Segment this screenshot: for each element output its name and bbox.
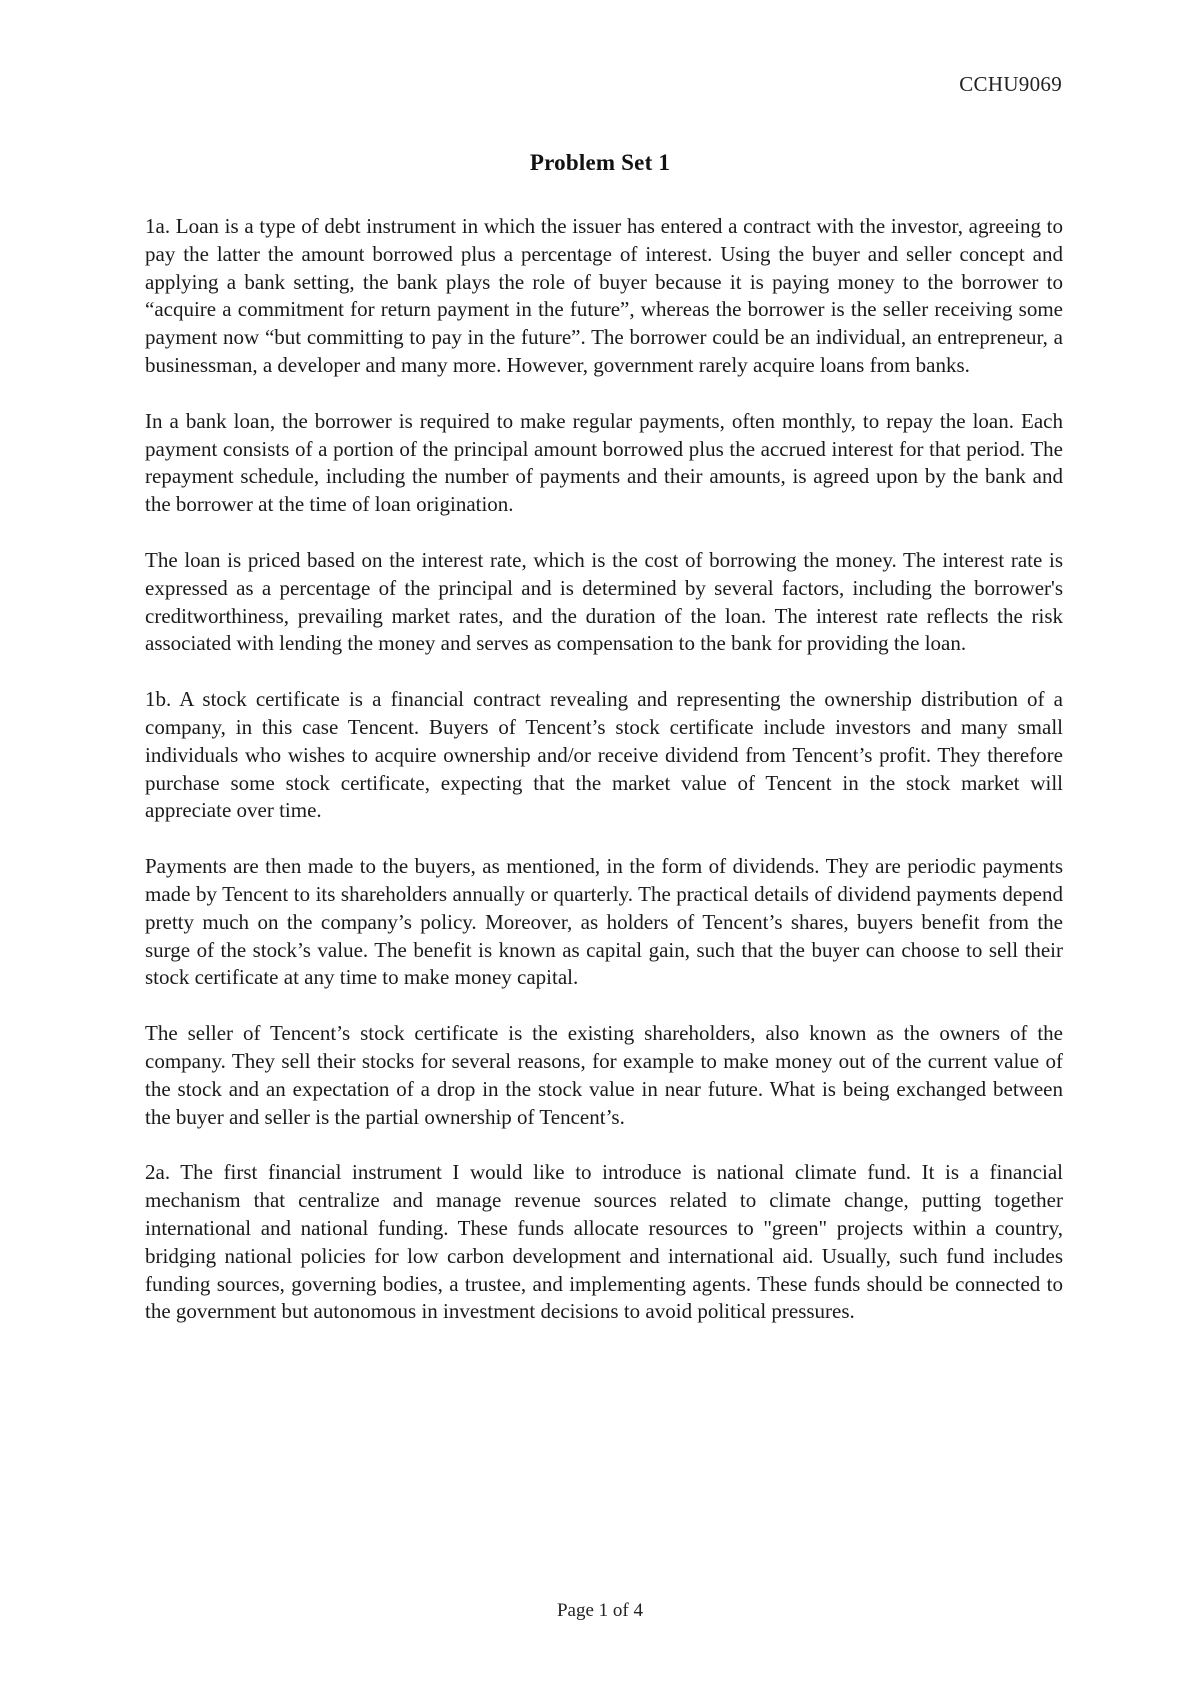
paragraph-bank-loan-payments: In a bank loan, the borrower is required to make regular payments, often monthly, to repay the loan. Each payment consists of a portion of the principal amount borrowed plus the accrued interest for that period. The repayment schedule, including the number of payments and their amounts, is agreed upon by the bank and the borrower at the time of loan origination. [145, 408, 1063, 517]
paragraph-2a-climate-fund: 2a. The first financial instrument I would like to introduce is national climate fund. It is a financial mechanism that centralize and manage revenue sources related to climate change, putting together international and national funding. These funds allocate resources to "green" projects within a country, bridging national policies for low carbon development and international aid. Usually, such fund includes funding sources, governing bodies, a trustee, and implementing agents. These funds should be connected to the government but autonomous in investment decisions to avoid political pressures. [145, 1160, 1063, 1324]
paragraph-1b-stock-certificate: 1b. A stock certificate is a financial contract revealing and representing the ownership distribution of a company, in this case Tencent. Buyers of Tencent’s stock certificate include investors and many small individuals who wishes to acquire ownership and/or receive dividend from Tencent’s profit. They therefore purchase some stock certificate, expecting that the market value of Tencent in the stock market will appreciate over time. [145, 687, 1063, 823]
paragraph-dividend-payments: Payments are then made to the buyers, as mentioned, in the form of dividends. They are periodic payments made by Tencent to its shareholders annually or quarterly. The practical details of dividend payments depend pretty much on the company’s policy. Moreover, as holders of Tencent’s shares, buyers benefit from the surge of the stock’s value. The benefit is known as capital gain, such that the buyer can choose to sell their stock certificate at any time to make money capital. [145, 854, 1063, 990]
paragraph-loan-pricing: The loan is priced based on the interest rate, which is the cost of borrowing the money. The interest rate is expressed as a percentage of the principal and is determined by several factors, including the borrower's creditworthiness, prevailing market rates, and the duration of the loan. The interest rate reflects the risk associated with lending the money and serves as compensation to the bank for providing the loan. [145, 547, 1063, 656]
paragraph-stock-seller: The seller of Tencent’s stock certificate is the existing shareholders, also known as the owners of the company. They sell their stocks for several reasons, for example to make money out of the current value of the stock and an expectation of a drop in the stock value in near future. What is being exchanged between the buyer and seller is the partial ownership of Tencent’s. [145, 1021, 1063, 1129]
page-number: Page 1 of 4 [556, 1600, 643, 1621]
paragraph-1a-loan: 1a. Loan is a type of debt instrument in which the issuer has entered a contract with the investor, agreeing to pay the latter the amount borrowed plus a percentage of interest. Using the buyer and seller concept and applying a bank setting, the bank plays the role of buyer because it is paying money to the borrower to “acquire a commitment for return payment in the future”, whereas the borrower is the seller receiving some payment now “but committing to pay in the future”. The borrower could be an individual, an entrepreneur, a businessman, a developer and many more. However, government rarely acquire loans from banks. [145, 214, 1063, 377]
course-code: CCHU9069 [959, 72, 1062, 96]
document-body [145, 213, 1063, 1354]
document-title: Problem Set 1 [529, 150, 671, 175]
